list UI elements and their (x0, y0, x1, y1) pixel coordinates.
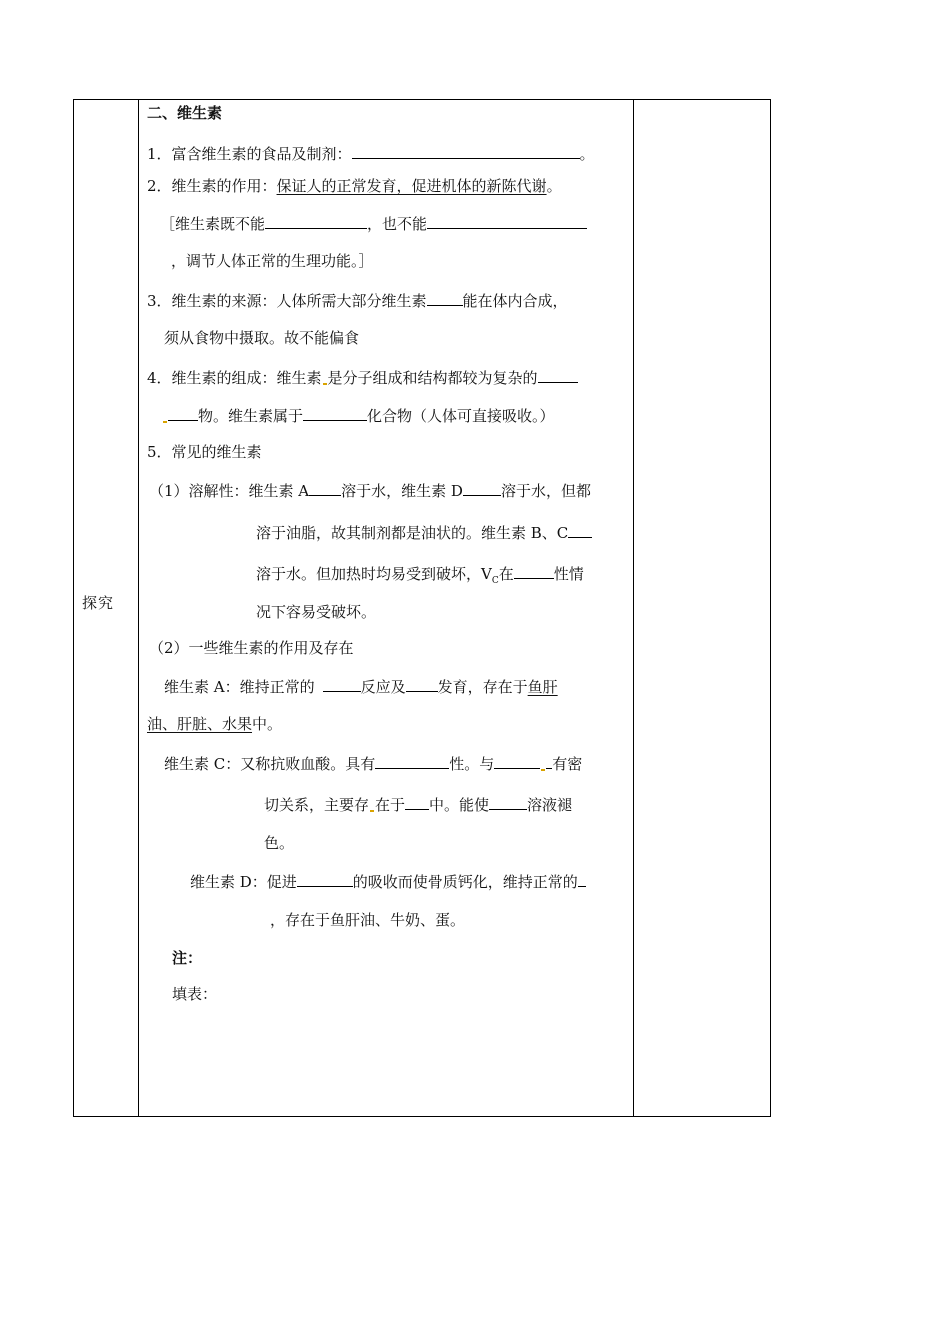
table-left-border (73, 99, 74, 1117)
line-1: 1．富含维生素的食品及制剂： 。 (147, 142, 595, 164)
table-col-divider-2 (633, 99, 634, 1117)
line-20: 维生素 D：促进 的吸收而使骨质钙化，维持正常的 (190, 870, 586, 892)
line-2: 2．维生素的作用：保证人的正常发育，促进机体的新陈代谢。 (147, 177, 562, 195)
note-label: 注： (172, 949, 203, 967)
line-14: （2）一些维生素的作用及存在 (149, 639, 354, 657)
line-12: 溶于水。但加热时均易受到破坏，$V_C$在 性情 (256, 562, 584, 591)
line-16: 油、肝脏、水果中。 (147, 715, 283, 733)
table-bottom-border (73, 1116, 771, 1117)
fill-table-label: 填表： (172, 985, 218, 1003)
line-21: ，存在于鱼肝油、牛奶、蛋。 (270, 911, 466, 929)
line-13: 况下容易受破坏。 (256, 603, 377, 621)
line-15: 维生素 A：维持正常的 反应及 发育，存在于鱼肝 (164, 675, 558, 697)
line-3: ［维生素既不能 ，也不能 (160, 212, 587, 234)
table-right-border (770, 99, 771, 1117)
line-17: 维生素 C：又称抗败血酸。具有 性。与 有密 (164, 752, 582, 774)
line-7: 4．维生素的组成：维生素 是分子组成和结构都较为复杂的 (147, 366, 578, 388)
line-6: 须从食物中摄取。故不能偏食 (164, 329, 360, 347)
line-18: 切关系，主要存 在于 中。能使 溶液褪 (264, 793, 572, 815)
line-19: 色。 (264, 834, 295, 852)
line-10: （1）溶解性：维生素 A 溶于水，维生素 D 溶于水，但都 (149, 479, 591, 501)
line-9: 5．常见的维生素 (147, 443, 262, 461)
table-top-border (73, 99, 771, 100)
table-col-divider-1 (138, 99, 139, 1117)
blank (352, 142, 580, 159)
line-5: 3．维生素的来源：人体所需大部分维生素 能在体内合成， (147, 289, 568, 311)
line-8: 物。维生素属于 化合物（人体可直接吸收。） (162, 404, 555, 426)
line-11: 溶于油脂，故其制剂都是油状的。维生素 B、C (256, 521, 592, 543)
line-4: ，调节人体正常的生理功能。］ (171, 252, 374, 270)
section-title: 二、维生素 (147, 104, 223, 122)
category-label: 探究 (82, 594, 115, 612)
